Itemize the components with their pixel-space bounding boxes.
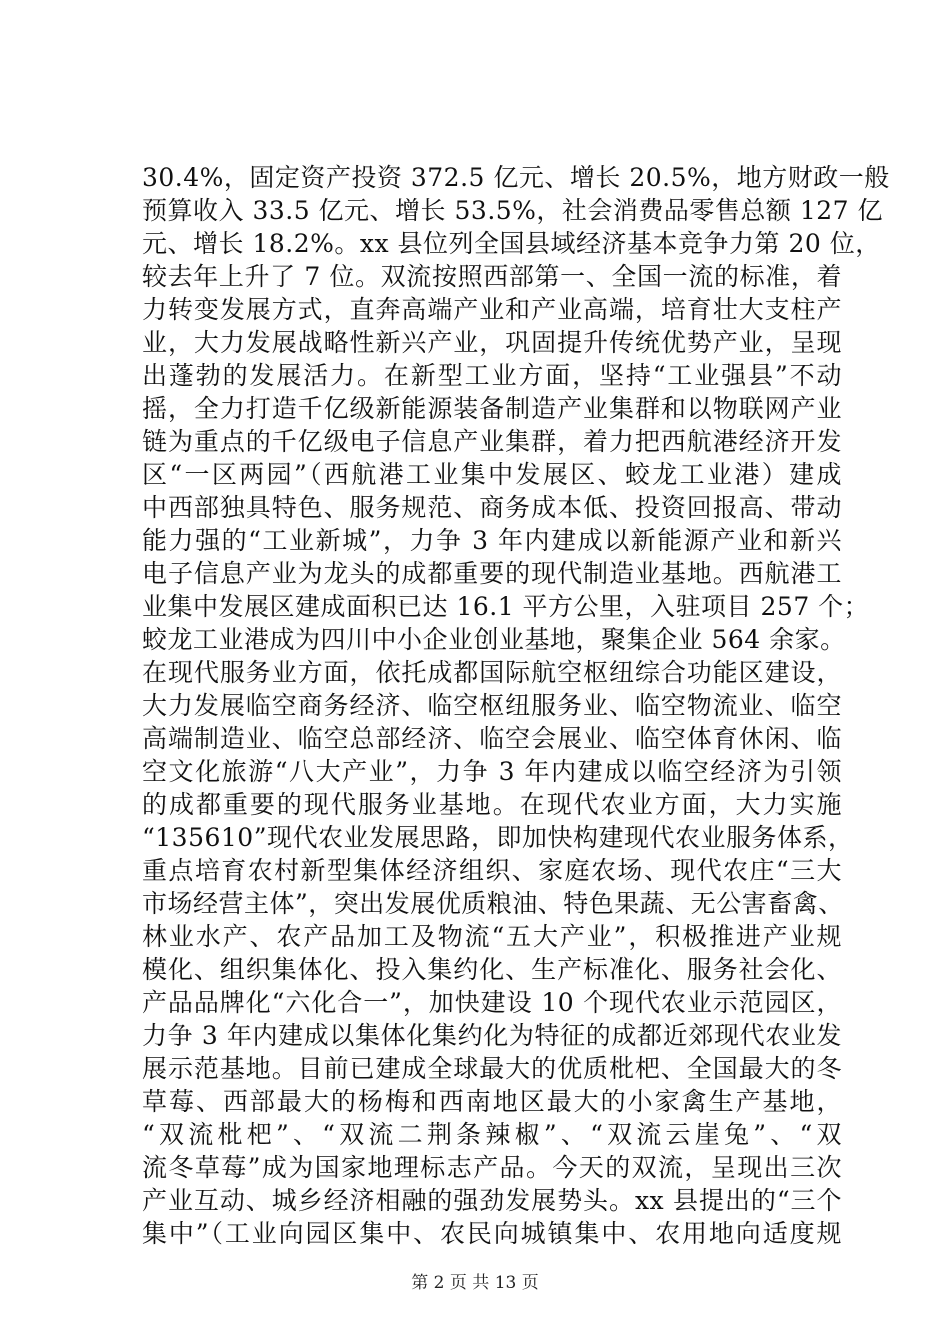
text-line: 重点培育农村新型集体经济组织、家庭农场、现代农庄“三大: [142, 856, 842, 885]
text-line: 力争 3 年内建成以集体化集约化为特征的成都近郊现代农业发: [142, 1021, 842, 1050]
text-line: 业，大力发展战略性新兴产业，巩固提升传统优势产业，呈现: [142, 328, 842, 357]
text-line: 流冬草莓”成为国家地理标志产品。今天的双流，呈现出三次: [142, 1153, 842, 1182]
text-line: 集中”（工业向园区集中、农民向城镇集中、农用地向适度规: [142, 1219, 842, 1248]
text-line: 能力强的“工业新城”，力争 3 年内建成以新能源产业和新兴: [142, 526, 842, 555]
text-line: 力转变发展方式，直奔高端产业和产业高端，培育壮大支柱产: [142, 295, 842, 324]
text-line: 蛟龙工业港成为四川中小企业创业基地，聚集企业 564 余家。: [142, 625, 846, 654]
text-line: 模化、组织集体化、投入集约化、生产标准化、服务社会化、: [142, 955, 842, 984]
text-line: 链为重点的千亿级电子信息产业集群，着力把西航港经济开发: [142, 427, 842, 456]
text-line: 30.4%，固定资产投资 372.5 亿元、增长 20.5%，地方财政一般: [142, 163, 890, 192]
text-line: 电子信息产业为龙头的成都重要的现代制造业基地。西航港工: [142, 559, 842, 588]
text-line: 产业互动、城乡经济相融的强劲发展势头。xx 县提出的“三个: [142, 1186, 842, 1215]
text-line: 大力发展临空商务经济、临空枢纽服务业、临空物流业、临空: [142, 691, 842, 720]
text-line: 草莓、西部最大的杨梅和西南地区最大的小家禽生产基地，: [142, 1087, 842, 1116]
page-footer: 第 2 页 共 13 页: [411, 1273, 539, 1293]
text-line: 较去年上升了 7 位。双流按照西部第一、全国一流的标准，着: [142, 262, 842, 291]
text-line: 的成都重要的现代服务业基地。在现代农业方面，大力实施: [142, 790, 842, 819]
text-line: 摇，全力打造千亿级新能源装备制造产业集群和以物联网产业: [142, 394, 842, 423]
text-line: 高端制造业、临空总部经济、临空会展业、临空体育休闲、临: [142, 724, 842, 753]
text-line: 元、增长 18.2%。xx 县位列全国县域经济基本竞争力第 20 位，: [142, 229, 881, 258]
text-line: 产品品牌化“六化合一”，加快建设 10 个现代农业示范园区，: [142, 988, 842, 1017]
text-line: 预算收入 33.5 亿元、增长 53.5%，社会消费品零售总额 127 亿: [142, 196, 884, 225]
text-line: “双流枇杷”、“双流二荆条辣椒”、“双流云崖兔”、“双: [142, 1120, 842, 1149]
text-line: 市场经营主体”，突出发展优质粮油、特色果蔬、无公害畜禽、: [142, 889, 844, 918]
body-text: [142, 161, 890, 1250]
text-line: 业集中发展区建成面积已达 16.1 平方公里，入驻项目 257 个；: [142, 592, 870, 621]
text-line: 区“一区两园”（西航港工业集中发展区、蛟龙工业港）建成: [142, 460, 842, 489]
text-line: 在现代服务业方面，依托成都国际航空枢纽综合功能区建设，: [142, 658, 842, 687]
text-line: 中西部独具特色、服务规范、商务成本低、投资回报高、带动: [142, 493, 842, 522]
text-line: 林业水产、农产品加工及物流“五大产业”，积极推进产业规: [142, 922, 842, 951]
text-line: 空文化旅游“八大产业”，力争 3 年内建成以临空经济为引领: [142, 757, 842, 786]
text-line: 出蓬勃的发展活力。在新型工业方面，坚持“工业强县”不动: [142, 361, 842, 390]
text-line: 展示范基地。目前已建成全球最大的优质枇杷、全国最大的冬: [142, 1054, 842, 1083]
text-line: “135610”现代农业发展思路，即加快构建现代农业服务体系，: [142, 823, 854, 852]
